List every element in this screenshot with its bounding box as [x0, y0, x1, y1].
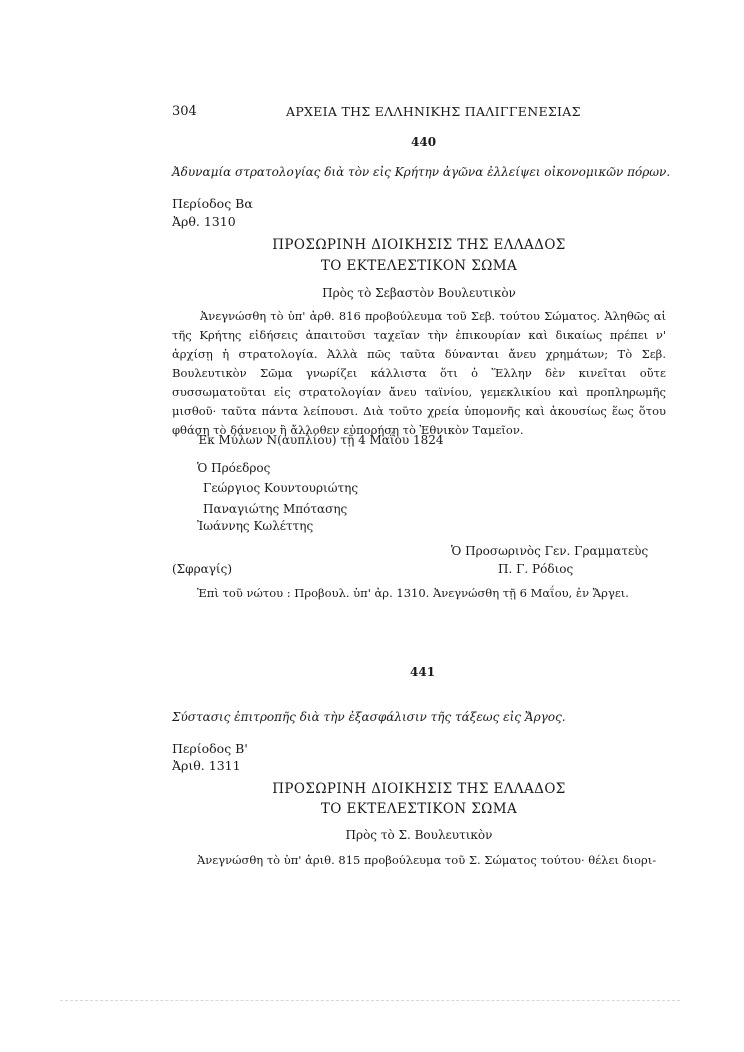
- document-subtitle: ΤΟ ΕΚΤΕΛΕΣΤΙΚΟΝ ΣΩΜΑ: [320, 801, 518, 817]
- document-summary: Ἀδυναμία στρατολογίας διὰ τὸν εἰς Κρήτην ἀγῶνα ἐλλείψει οἰκονομικῶν πόρων.: [172, 165, 671, 179]
- period-label: Περίοδος Β': [172, 741, 248, 756]
- running-header: ΑΡΧΕΙΑ ΤΗΣ ΕΛΛΗΝΙΚΗΣ ΠΑΛΙΓΓΕΝΕΣΙΑΣ: [286, 104, 581, 119]
- document-body: Ἀνεγνώσθη τὸ ὑπ' ἀρθ. 816 προβούλευμα τοῦ Σεβ. τούτου Σώματος. Ἀληθῶς αἱ τῆς Κρήτης εἰδήσεις ἀπαιτοῦσι ταχεῖαν τὴν ἐπικουρίαν καὶ δικαίως πρέπει ν' ἀρχίσῃ ἡ στρατολογία. Ἀλλὰ πῶς ταῦτα δύνανται ἄνευ χρημάτων; Τὸ Σεβ. Βουλευτικὸν Σῶμα γνωρίζει κάλλιστα ὅτι ὁ Ἕλλην δὲν κινεῖται οὔτε συσσωματοῦται εἰς στρατολογίαν ἄνευ ταϊνίου, γεμεκλικίου καὶ προπληρωμῆς μισθοῦ· ταῦτα πάντα λείπουσι. Διὰ τοῦτο χρεία ὑπομονῆς καὶ ἀκουσίως ἕως ὅτου φθάσῃ τὸ δάνειον ἢ ἄλλοθεν εὐπορήσῃ τὸ Ἐθνικὸν Ταμεῖον.: [172, 309, 666, 437]
- signatory: Παναγιώτης Μπότασης: [203, 502, 348, 516]
- secretary-name: Π. Γ. Ρόδιος: [498, 562, 574, 576]
- period-label: Περίοδος Βα: [172, 196, 253, 211]
- secretary-title: Ὁ Προσωρινὸς Γεν. Γραμματεὺς: [451, 544, 649, 558]
- document-number: 440: [411, 135, 437, 149]
- signatory: Ἰωάννης Κωλέττης: [197, 519, 314, 533]
- reference-number: Ἀριθ. 1311: [172, 758, 241, 773]
- document-subtitle: ΤΟ ΕΚΤΕΛΕΣΤΙΚΟΝ ΣΩΜΑ: [320, 258, 518, 274]
- president-label: Ὁ Πρόεδρος: [197, 461, 271, 475]
- document-summary: Σύστασις ἐπιτροπῆς διὰ τὴν ἐξασφάλισιν τῆς τάξεως εἰς Ἄργος.: [172, 710, 566, 724]
- document-number: 441: [410, 665, 436, 679]
- addressee: Πρὸς τὸ Σ. Βουλευτικὸν: [345, 828, 493, 842]
- place-date: Ἐκ Μύλων Ν(αυπλίου) τῇ 4 Μαΐου 1824: [197, 433, 444, 447]
- addressee: Πρὸς τὸ Σεβαστὸν Βουλευτικὸν: [322, 286, 516, 300]
- signatory: Γεώργιος Κουντουριώτης: [203, 481, 359, 495]
- document-title: ΠΡΟΣΩΡΙΝΗ ΔΙΟΙΚΗΣΙΣ ΤΗΣ ΕΛΛΑΔΟΣ: [272, 237, 566, 253]
- scan-edge-divider: [60, 1000, 680, 1002]
- document-body-start: Ἀνεγνώσθη τὸ ὑπ' ἀριθ. 815 προβούλευμα τοῦ Σ. Σώματος τούτου· θέλει διορι-: [197, 853, 657, 867]
- endorsement: Ἐπὶ τοῦ νώτου : Προβουλ. ὑπ' ἀρ. 1310. Ἀνεγνώσθη τῇ 6 Μαΐου, ἐν Ἄργει.: [197, 586, 629, 600]
- page-number: 304: [172, 104, 197, 119]
- reference-number: Ἀρθ. 1310: [172, 214, 236, 229]
- seal-note: (Σφραγίς): [172, 562, 233, 576]
- document-title: ΠΡΟΣΩΡΙΝΗ ΔΙΟΙΚΗΣΙΣ ΤΗΣ ΕΛΛΑΔΟΣ: [272, 781, 566, 797]
